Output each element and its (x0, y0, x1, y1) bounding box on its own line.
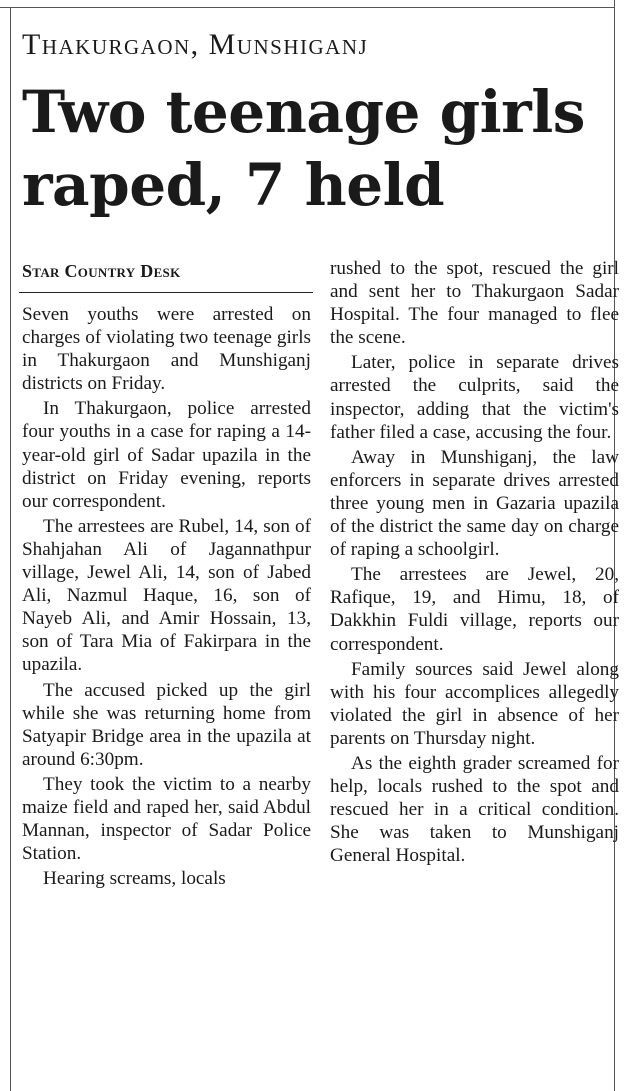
paragraph: Seven youths were arrested on charges of violating two teenage girls in Thakurgaon and Munshiganj districts on Friday. (22, 304, 311, 395)
left-border (10, 7, 11, 1091)
byline-rule (19, 292, 313, 293)
top-border (0, 7, 615, 8)
paragraph: Away in Munshiganj, the law enforcers in separate drives arrested three young men in Gazaria upazila of the district the same day on charge of raping a schoolgirl. (330, 446, 619, 561)
paragraph: The arrestees are Rubel, 14, son of Shahjahan Ali of Jagannathpur village, Jewel Ali, 14, son of Jabed Ali, Nazmul Haque, 16, son of Nayeb Ali, and Amir Hossain, 13, son of Tara Mia of Fakirpara in the upazila. (22, 515, 311, 676)
paragraph: The accused picked up the girl while she was returning home from Satyapir Bridge area in the upazila at around 6:30pm. (22, 679, 311, 770)
paragraph: As the eighth grader screamed for help, locals rushed to the spot and rescued her in a critical condition. She was taken to Munshiganj General Hospital. (330, 752, 619, 867)
paragraph: Hearing screams, locals (43, 868, 226, 890)
article-column-2 (330, 257, 619, 869)
paragraph: rushed to the spot, rescued the girl and sent her to Thakurgaon Sadar Hospital. The four managed to flee the scene. (330, 258, 619, 349)
paragraph: They took the victim to a nearby maize field and raped her, said Abdul Mannan, inspector of Sadar Police Station. (22, 773, 311, 865)
byline: Star Country Desk (22, 261, 181, 281)
paragraph: The arrestees are Jewel, 20, Rafique, 19, and Himu, 18, of Dakkhin Fuldi village, reports our correspondent. (330, 564, 619, 655)
paragraph: Family sources said Jewel along with his four accomplices allegedly violated the girl in absence of her parents on Thursday night. (330, 658, 619, 749)
article-column-1 (22, 303, 311, 892)
headline: Two teenage girls raped, 7 held (22, 78, 585, 219)
paragraph: Later, police in separate drives arrested the culprits, said the inspector, adding that the victim's father filed a case, accusing the four. (330, 352, 619, 443)
location-kicker: Thakurgaon, Munshiganj (22, 28, 369, 61)
paragraph: In Thakurgaon, police arrested four youths in a case for raping a 14-year-old girl of Sadar upazila in the district on Friday evening, reports our correspondent. (22, 398, 311, 512)
